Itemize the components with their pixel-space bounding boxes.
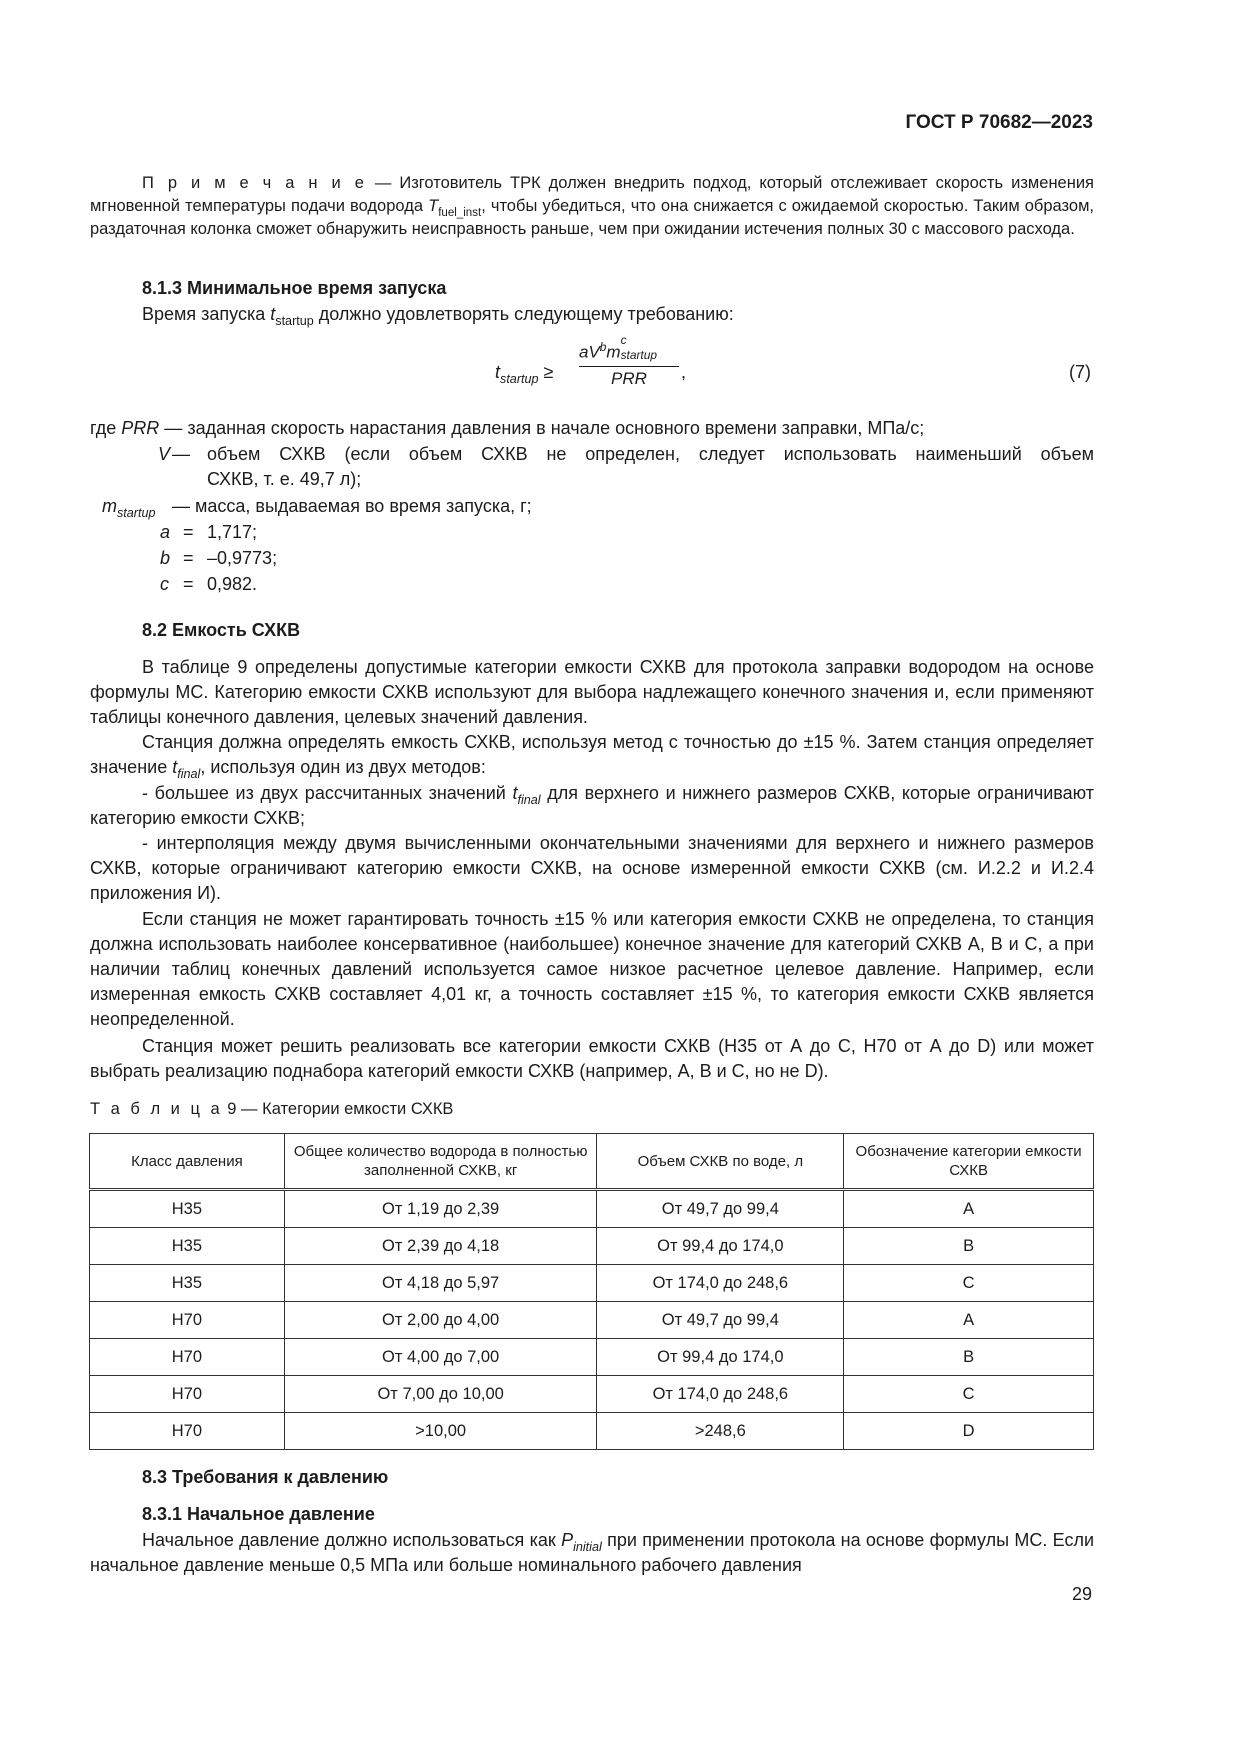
table-row (90, 1190, 1094, 1228)
note-paragraph (90, 172, 1094, 241)
table-cell: С (844, 1376, 1094, 1413)
section-82-p2: Станция должна определять емкость СХКВ, используя метод с точностью до ±15 %. Затем станция определяет значение $t_{final}$, используя один из двух методов: (90, 732, 1094, 781)
where-item-prr: где PRR — заданная скорость нарастания давления в начале основного времени заправки, МПа/с; (90, 418, 925, 438)
table-cell: В (844, 1339, 1094, 1376)
table-cell: Н35 (90, 1190, 285, 1228)
table-row (90, 1302, 1094, 1339)
note-symbol-sub: fuel_inst (438, 207, 482, 219)
table-cell: От 1,19 до 2,39 (284, 1190, 597, 1228)
page-number: 29 (1072, 1584, 1093, 1604)
table-cell: От 49,7 до 99,4 (597, 1302, 844, 1339)
table-cell: От 4,00 до 7,00 (284, 1339, 597, 1376)
table-cell: От 49,7 до 99,4 (597, 1190, 844, 1228)
note-label: П р и м е ч а н и е (142, 174, 367, 192)
section-813-heading: 8.1.3 Минимальное время запуска (142, 278, 447, 298)
table-header-cell: Объем СХКВ по воде, л (597, 1134, 844, 1190)
table-row (90, 1413, 1094, 1450)
table-header-cell: Обозначение категории емкости СХКВ (844, 1134, 1094, 1190)
section-82-p1: В таблице 9 определены допустимые категории емкости СХКВ для протокола заправки водородом на основе формулы МС. Категорию емкости СХКВ используют для выбора надлежащего конечного значения и, если применяют таблицы конечного давления, целевых значений давления. (90, 657, 1094, 727)
section-82-heading: 8.2 Емкость СХКВ (142, 620, 301, 640)
formula-lhs: $t_{startup}$ ≥ (495, 362, 554, 386)
table-header-cell: Класс давления (90, 1134, 285, 1190)
table-cell: >10,00 (284, 1413, 597, 1450)
document-page: ГОСТ Р 70682—2023 П р и м е ч а н и е — Изготовитель ТРК должен внедрить подход, который отслеживает скорость изменения мгновенной температуры подачи водорода $T_{fuel\_inst}$, чтобы убедиться, что она снижается с ожидаемой скоростью. Таким образом, раздаточная колонка сможет обнаружить неисправность раньше, чем при ожидании истечения полных 30 с массового расхода. 8.1.3 Минимальное время запуска Время запуска $t_{startup}$ должно удовлетворять следующему требованию: $t_{startup}$ ≥ $aV^bm$ c startup PRR , (7) где PRR — заданная скорость нарастания давления в начале основного времени заправки, МПа/с; V — объем СХКВ (если объем СХКВ не определен, следует использовать наименьший объем СХКВ, т. е. 49,7 л); $m_{startup}$ — масса, выдаваемая во время запуска, г; a = 1,717; b = –0,9773; c = 0,982. 8.2 Емкость СХКВ В таблице 9 определены допустимые категории емкости СХКВ для протокола заправки водородом на основе формулы МС. Категорию емкости СХКВ используют для выбора надлежащего конечного значения и, если применяют таблицы конечного давления, целевых значений давления. Станция должна определять емкость СХКВ, используя метод с точностью до ±15 %. Затем станция определяет значение $t_{final}$, используя один из двух методов: - большее из двух рассчитанных значений $t_{final}$ для верхнего и нижнего размеров СХКВ, которые ограничивают категорию емкости СХКВ; - интерполяция между двумя вычисленными окончательными значениями для верхнего и нижнего размеров СХКВ, которые ограничивают категорию емкости СХКВ, на основе измеренной емкости СХКВ (см. И.2.2 и И.2.4 приложения И). Если станция не может гарантировать точность ±15 % или категория емкости СХКВ не определена, то станция должна использовать наиболее консервативное (наибольшее) конечное значение для категорий СХКВ А, В и С, а при наличии таблиц конечных давлений используется самое низкое расчетное целевое давление. Например, если измеренная емкость СХКВ составляет 4,01 кг, а точность составляет ±15 %, то категория емкости СХКВ является неопределенной. Станция может решить реализовать все категории емкости СХКВ (Н35 от А до С, Н70 от А до D) или может выбрать реализацию поднабора категорий емкости СХКВ (например, А, В и С, но не D). Т а б л и ц а 9 — Категории емкости СХКВ Класс давления Общее количество водорода в полностью заполненной СХКВ, кг Объем СХКВ по воде, л Обозначение категории емкости СХКВ Н35 От 1,19 до 2,39 От 49,7 до 99,4 А Н35 От 2,39 до 4,18 От 99,4 до 174,0 В Н35 От 4,18 до 5,97 От 174,0 до 248,6 С Н70 От 2,00 до 4,00 От 49,7 до 99,4 А Н70 От 4,00 до 7,00 От 99,4 до 174,0 В Н70 От 7,00 до 10,00 От 174,0 до 248,6 С Н70 >10,00 >248,6 D 8.3 Требования к давлению 8.3.1 Начальное давление Начальное давление должно использоваться как $P_{initial}$ при применении протокола на основе формулы МС. Если начальное давление меньше 0,5 МПа или больше номинального рабочего давления 29 (90, 112, 1094, 1604)
table-cell: В (844, 1228, 1094, 1265)
table-cell: Н35 (90, 1228, 285, 1265)
section-813-intro: Время запуска $t_{startup}$ должно удовлетворять следующему требованию: (142, 304, 734, 328)
intro-symbol: t (270, 304, 276, 324)
table-cell: От 174,0 до 248,6 (597, 1376, 844, 1413)
standard-header: ГОСТ Р 70682—2023 (905, 112, 1093, 133)
table-row (90, 1228, 1094, 1265)
section-82-p6: Станция может решить реализовать все категории емкости СХКВ (Н35 от А до С, Н70 от А до D) или может выбрать реализацию поднабора категорий емкости СХКВ (например, А, В и С, но не D). (90, 1036, 1094, 1081)
fraction-bar (579, 366, 679, 367)
section-83-heading: 8.3 Требования к давлению (142, 1467, 389, 1487)
table-cell: От 174,0 до 248,6 (597, 1265, 844, 1302)
table-cell: С (844, 1265, 1094, 1302)
table-cell: От 99,4 до 174,0 (597, 1228, 844, 1265)
table-cell: Н70 (90, 1413, 285, 1450)
table-cell: Н70 (90, 1339, 285, 1376)
formula-denominator: PRR (611, 368, 647, 388)
table-cell: Н35 (90, 1265, 285, 1302)
table-cell: Н70 (90, 1302, 285, 1339)
note-symbol: T (428, 197, 439, 215)
table-cell: От 2,39 до 4,18 (284, 1228, 597, 1265)
table-cell: А (844, 1302, 1094, 1339)
table-9 (89, 1133, 1094, 1450)
table-header-cell: Общее количество водорода в полностью заполненной СХКВ, кг (284, 1134, 597, 1190)
table-header-row (90, 1134, 1094, 1190)
table-cell: D (844, 1413, 1094, 1450)
equation-number: (7) (1069, 362, 1091, 382)
formula-fraction (579, 332, 679, 389)
table-row (90, 1339, 1094, 1376)
table-9-caption: Т а б л и ц а 9 — Категории емкости СХКВ (90, 1100, 454, 1118)
section-82-p3: - большее из двух рассчитанных значений $t_{final}$ для верхнего и нижнего размеров СХКВ, которые ограничивают категорию емкости СХКВ; (90, 783, 1094, 828)
section-831-heading: 8.3.1 Начальное давление (142, 1504, 375, 1524)
table-row (90, 1265, 1094, 1302)
table-cell: От 4,18 до 5,97 (284, 1265, 597, 1302)
section-82-p5: Если станция не может гарантировать точность ±15 % или категория емкости СХКВ не определена, то станция должна использовать наиболее консервативное (наибольшее) конечное значение для категорий СХКВ А, В и С, а при наличии таблиц конечных давлений используется самое низкое расчетное целевое давление. Например, если измеренная емкость СХКВ составляет 4,01 кг, а точность составляет ±15 %, то категория емкости СХКВ является неопределенной. (90, 909, 1094, 1029)
table-cell: А (844, 1190, 1094, 1228)
section-831-p1: Начальное давление должно использоваться как $P_{initial}$ при применении протокола на основе формулы МС. Если начальное давление меньше 0,5 МПа или больше номинального рабочего давления (90, 1530, 1094, 1575)
formula-numerator: $aV^bm$ c startup (579, 332, 657, 362)
table-cell: Н70 (90, 1376, 285, 1413)
table-cell: От 2,00 до 4,00 (284, 1302, 597, 1339)
table-row (90, 1376, 1094, 1413)
note-text-before: — Изготовитель ТРК должен внедрить подход, который отслеживает скорость изменения мгновенной температуры подачи водорода (90, 174, 1094, 215)
table-cell: От 99,4 до 174,0 (597, 1339, 844, 1376)
table-cell: >248,6 (597, 1413, 844, 1450)
section-82-p4: - интерполяция между двумя вычисленными окончательными значениями для верхнего и нижнего размеров СХКВ, которые ограничивают категорию емкости СХКВ, на основе измеренной емкости СХКВ (см. И.2.2 и И.2.4 приложения И). (90, 833, 1094, 903)
table-cell: От 7,00 до 10,00 (284, 1376, 597, 1413)
note-text-after: , чтобы убедиться, что она снижается с ожидаемой скоростью. Таким образом, раздаточная колонка сможет обнаружить неисправность раньше, чем при ожидании истечения полных 30 с массового расхода. (90, 197, 1094, 238)
